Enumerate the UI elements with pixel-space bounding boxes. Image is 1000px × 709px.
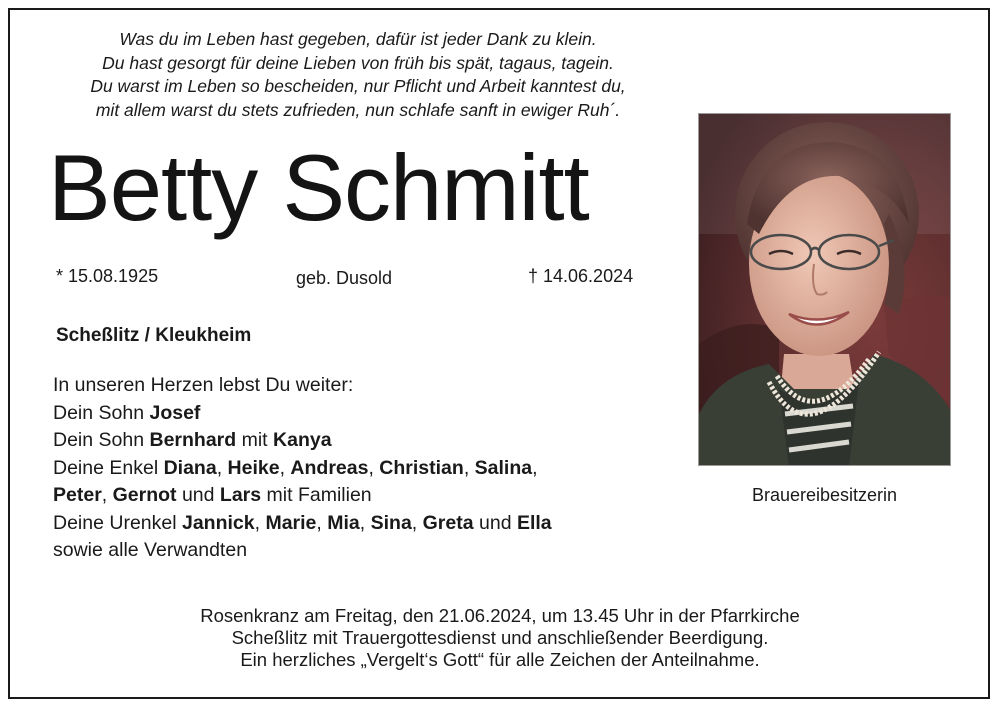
connector-text: und	[473, 511, 517, 534]
mourner-name: Sina	[370, 511, 412, 534]
service-line: Scheßlitz mit Trauergottesdienst und anschließender Beerdigung.	[231, 627, 769, 648]
mourner-name: Diana	[163, 456, 217, 479]
relation-label: Dein Sohn	[53, 429, 150, 451]
mourner-name: Peter	[53, 484, 102, 506]
connector-text: mit	[236, 429, 274, 451]
mourner-name: Marie	[265, 511, 317, 534]
mourner-name: Ella	[516, 511, 552, 534]
mourners-list	[53, 372, 552, 565]
mourner-name: Christian	[379, 456, 464, 479]
relatives-line: sowie alle Verwandten	[53, 539, 248, 561]
mourner-name: Andreas	[290, 456, 369, 479]
mourner-line	[53, 400, 552, 428]
memorial-poem	[30, 28, 686, 122]
mourner-line: Peter, Gernot und Lars mit Familien	[53, 484, 372, 506]
mourner-name: Josef	[149, 401, 201, 424]
mourner-name: Lars	[219, 484, 262, 506]
poem-line: Du warst im Leben so bescheiden, nur Pflicht und Arbeit kanntest du,	[90, 76, 626, 96]
occupation-caption: Brauereibesitzerin	[751, 485, 898, 505]
relation-label: Deine Enkel	[53, 456, 164, 479]
deceased-name: Betty Schmitt	[48, 135, 589, 240]
mourner-name: Mia	[327, 511, 360, 534]
mourner-name: Gernot	[112, 484, 177, 506]
mourner-name: Kanya	[273, 429, 332, 451]
mourner-line: Deine Enkel Diana, Heike, Andreas, Christian, Salina,	[53, 456, 538, 479]
mourner-line: Deine Urenkel Jannick, Marie, Mia, Sina, Greta und Ella	[53, 511, 552, 534]
mourner-name: Jannick	[181, 511, 255, 534]
portrait-illustration	[699, 114, 951, 466]
maiden-name: geb. Dusold	[296, 268, 393, 288]
death-date: † 14.06.2024	[528, 266, 634, 286]
connector-text: und	[176, 484, 220, 506]
relation-label: Dein Sohn	[53, 401, 150, 424]
mourner-line	[53, 427, 552, 455]
hometown: Scheßlitz / Kleukheim	[56, 325, 252, 346]
poem-line: Was du im Leben hast gegeben, dafür ist jeder Dank zu klein.	[119, 29, 597, 49]
service-line: Rosenkranz am Freitag, den 21.06.2024, um 13.45 Uhr in der Pfarrkirche	[200, 605, 800, 626]
mourner-name: Heike	[227, 456, 280, 479]
service-line: Ein herzliches „Vergelt‘s Gott“ für alle Zeichen der Anteilnahme.	[240, 649, 760, 670]
mourner-name: Greta	[422, 511, 474, 534]
mourner-name: Bernhard	[149, 429, 237, 451]
portrait-photo	[698, 113, 951, 466]
poem-line: Du hast gesorgt für deine Lieben von früh bis spät, tagaus, tagein.	[102, 52, 614, 73]
service-announcement	[50, 605, 950, 671]
poem-line: mit allem warst du stets zufrieden, nun schlafe sanft in ewiger Ruh´.	[95, 99, 621, 120]
mourners-intro: In unseren Herzen lebst Du weiter:	[53, 374, 354, 396]
relation-label: Deine Urenkel	[53, 511, 182, 534]
mourner-name: Salina	[474, 456, 533, 479]
connector-text: mit Familien	[261, 484, 372, 506]
birth-date: * 15.08.1925	[56, 266, 159, 286]
